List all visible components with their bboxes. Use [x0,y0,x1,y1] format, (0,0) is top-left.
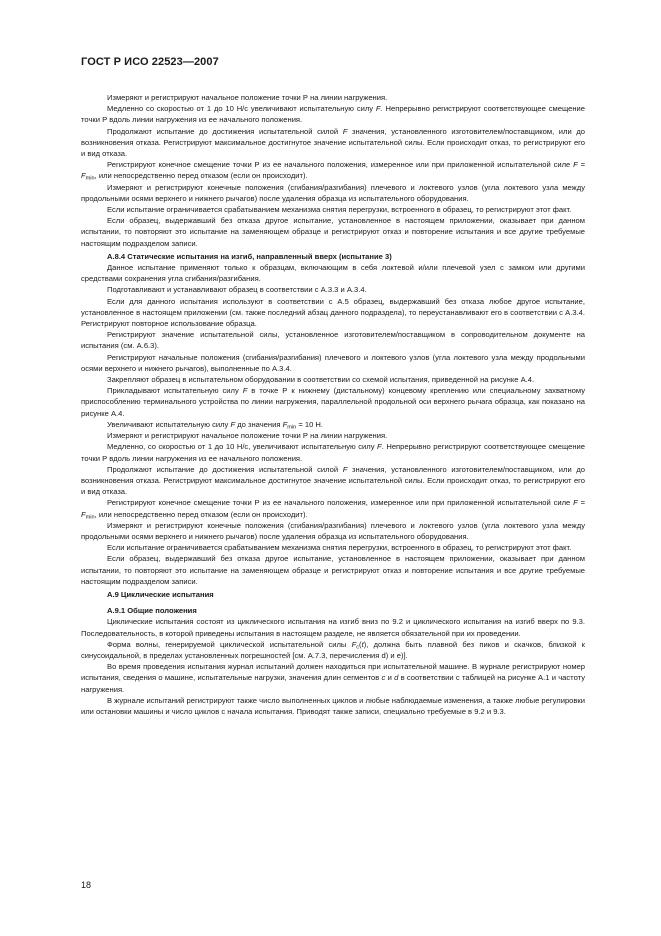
paragraph: Если испытание ограничивается срабатыванием механизма снятия перегрузки, встроенного в образец, то регистрируют этот факт. [107,543,572,553]
paragraph: Медленно, со скоростью от 1 до 10 Н/с, увеличивают испытательную силу F. Непрерывно регистрируют соответствующее смещение точки Р вдоль линии нагружения из ее начального положения. [81,442,585,463]
paragraph: Циклические испытания состоят из циклического испытания на изгиб вниз по 9.2 и циклического испытания на изгиб вверх по 9.3. Последовательность, в которой приведены испытания в настоящем разделе, не является обязательной при их проведении. [81,617,585,638]
paragraph: Регистрируют конечное смещение точки Р из ее начального положения, измеренное или при приложенной испытательной силе $F = F_{min}$, или непосредственно перед отказом (если он происходит). [81,498,586,521]
paragraph: В журнале испытаний регистрируют также число выполненных циклов и любые наблюдаемые изменения, а также любые регулировки или остановки машины и число циклов с начала испытания. Приводят также записи, специально требуемые в 9.2 и 9.3. [81,695,585,716]
paragraph: Медленно со скоростью от 1 до 10 Н/с увеличивают испытательную силу F. Непрерывно регистрируют соответствующее смещение точки Р вдоль линии нагружения из ее начального положения. [81,104,585,125]
section-heading: А.9.1 Общие положения [107,606,197,616]
paragraph: Регистрируют значение испытательной силы, установленное изготовителем/поставщиком в сопроводительном документе на испытания (см. А.6.3). [81,330,585,351]
paragraph: Если образец, выдержавший без отказа другое испытание, установленное в настоящем приложении, оказывает при данном испытании, то повторяют это испытание на заменяющем образце и регистрируют отказ и повторение испытания и все другие требуемые настоящим подразделом записи. [81,554,585,586]
paragraph: Измеряют и регистрируют конечные положения (сгибания/разгибания) плечевого и локтевого узлов (угла локтевого узла между продольными осями верхнего и нижнего рычагов) после удаления образца из испытательного оборудования. [81,182,585,203]
paragraph: Если образец, выдержавший без отказа другое испытание, установленное в настоящем приложении, оказывает при данном испытании, то повторяют это испытание на заменяющем образце и регистрируют отказ и повторение испытания и все другие требуемые настоящим подразделом записи. [81,216,585,248]
paragraph: Увеличивают испытательную силу F до значения $F_{min} = 10$ Н. [107,419,324,431]
paragraph: Данное испытание применяют только к образцам, включающим в себя локтевой и/или плечевой узел с замком или другими средствами сохранения угла сгибания/разгибания. [81,263,585,284]
section-heading: А.9 Циклические испытания [107,589,214,599]
paragraph: Прикладывают испытательную силу F в точке Р к нижнему (дистальному) концевому креплению или специальному захватному приспособлению терминального устройства по линии нагружения, параллельной продольной оси верхнего рычага образца, как показано на рисунке А.4. [81,386,585,418]
paragraph: Регистрируют конечное смещение точки Р из ее начального положения, измеренное или при приложенной испытательной силе $F = F_{min}$, или непосредственно перед отказом (если он происходит). [81,160,586,182]
paragraph: Форма волны, генерируемой циклической испытательной силы $F_c(t)$, должна быть плавной без пиков и скачков, близкой к синусоидальной, в пределах установленных погрешностей [см. А.7.3, перечисления d) и e)]. [81,639,585,660]
paragraph: Регистрируют начальные положения (сгибания/разгибания) плечевого и локтевого узлов (угла локтевого узла между продольными осями верхнего и нижнего рычагов), выполненные по А.3.4. [81,352,585,373]
paragraph: Продолжают испытание до достижения испытательной силой F значения, установленного изготовителем/поставщиком, или до возникновения отказа. Регистрируют максимальное достигнутое значение испытательной силы. Если происходит отказ, то регистрируют его и вид отказа. [81,464,585,497]
paragraph: Если испытание ограничивается срабатыванием механизма снятия перегрузки, встроенного в образец, то регистрируют этот факт. [107,205,572,215]
paragraph: Измеряют и регистрируют конечные положения (сгибания/разгибания) плечевого и локтевого узлов (угла локтевого узла между продольными осями верхнего и нижнего рычагов) после удаления образца из испытательного оборудования. [81,520,585,541]
paragraph: Измеряют и регистрируют начальное положение точки Р на линии нагружения. [107,431,388,441]
paragraph: Закрепляют образец в испытательном оборудовании в соответствии со схемой испытания, приведенной на рисунке А.4. [107,375,535,385]
paragraph: Измеряют и регистрируют начальное положение точки Р на линии нагружения. [107,93,388,102]
section-heading: А.8.4 Статические испытания на изгиб, направленный вверх (испытание 3) [107,251,392,261]
document-header: ГОСТ Р ИСО 22523—2007 [81,56,219,68]
paragraph: Во время проведения испытания журнал испытаний должен находиться при испытательной машине. В журнале регистрируют номер испытания, сведения о машине, испытательные нагрузки, значения длин сегментов c и d в соответствии с таблицей на рисунке А.1 и частоту нагружения. [81,662,585,694]
paragraph: Если для данного испытания используют в соответствии с А.5 образец, выдержавший без отказа любое другое испытание, установленное в настоящем приложении (см. также последний абзац данного подраздела), то переустанавливают его в соответствии с А.3.4. Регистрируют повторное использование образца. [81,296,585,329]
paragraph: Подготавливают и устанавливают образец в соответствии с А.3.3 и А.3.4. [107,285,367,295]
body-text [81,92,585,717]
page-number: 18 [81,880,92,890]
paragraph: Продолжают испытание до достижения испытательной силой F значения, установленного изготовителем/поставщиком, или до возникновения отказа. Регистрируют максимальное достигнутое значение испытательной силы. Если происходит отказ, то регистрируют его и вид отказа. [81,126,585,159]
